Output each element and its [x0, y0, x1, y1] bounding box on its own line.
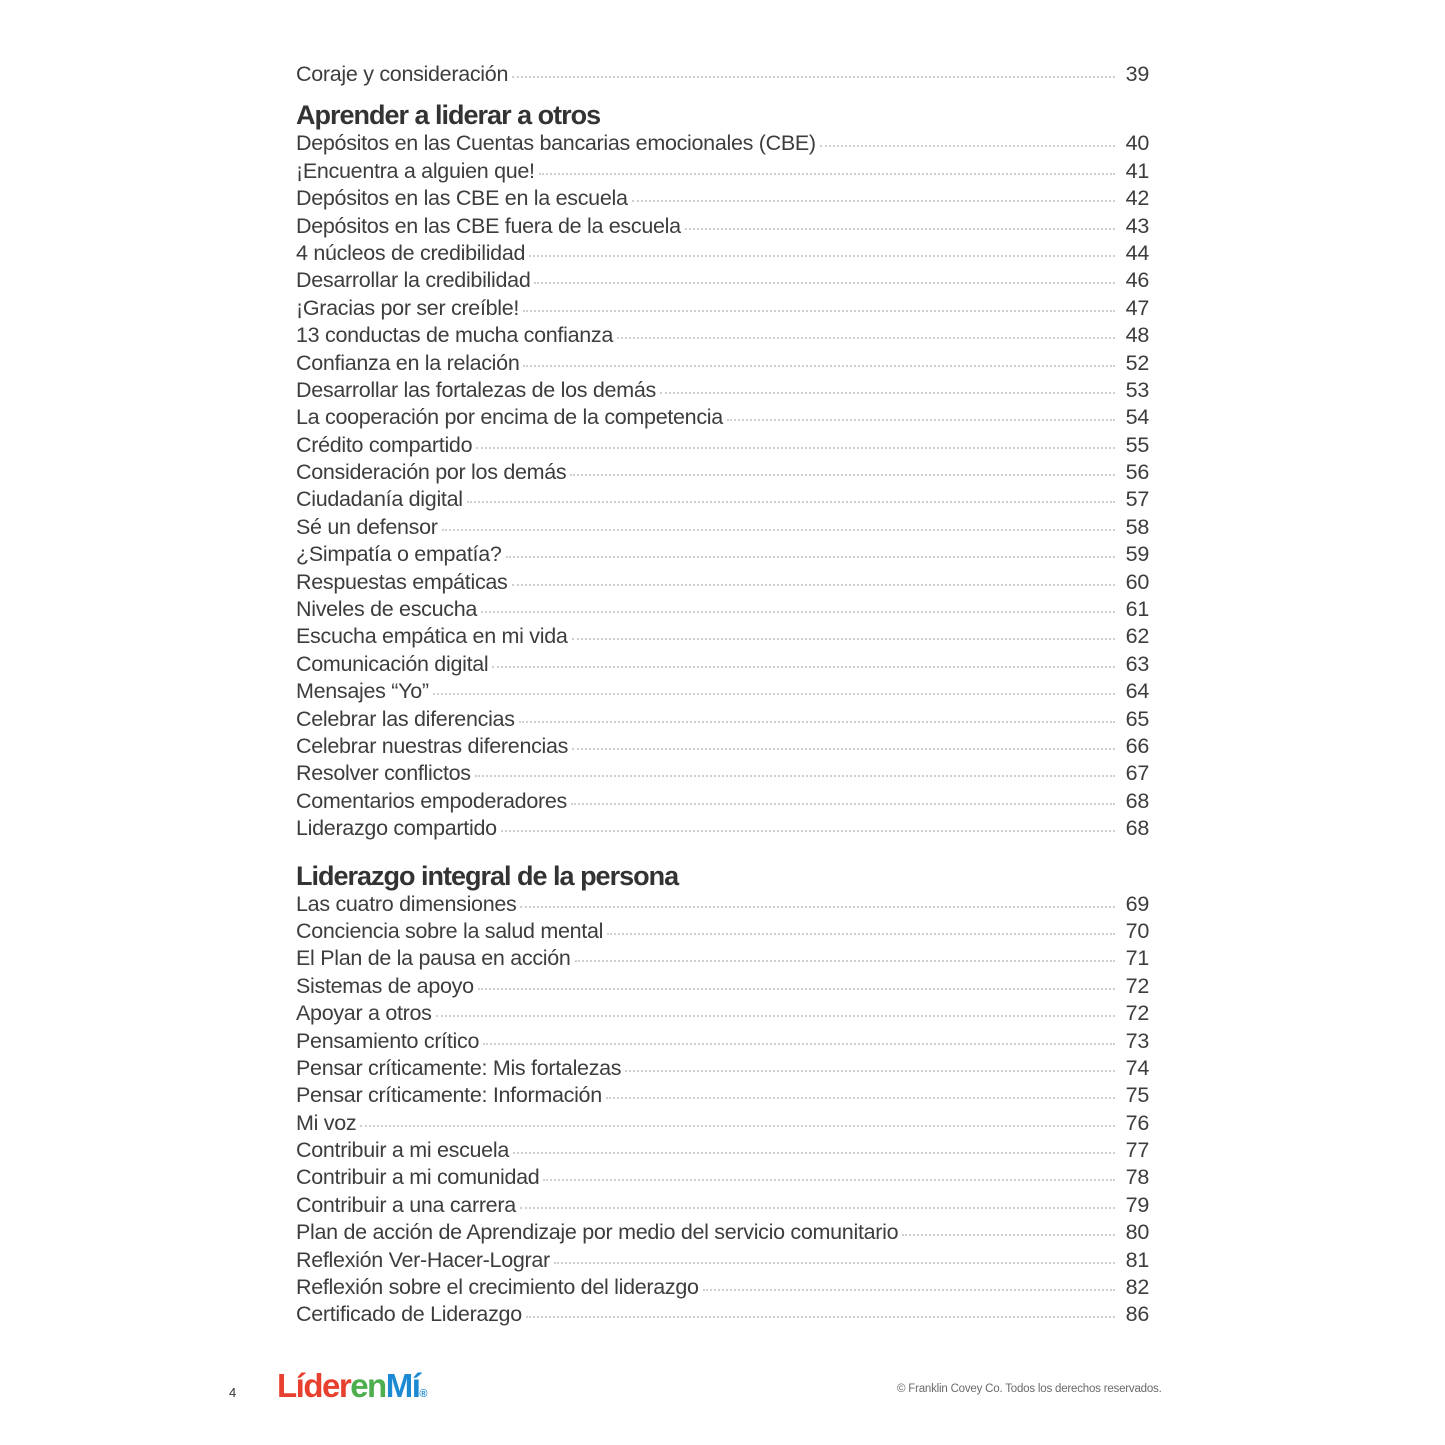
dot-leader	[513, 1152, 1115, 1154]
dot-leader	[570, 474, 1115, 476]
toc-entry-title: Comentarios empoderadores	[296, 788, 567, 813]
toc-entry-page: 73	[1125, 1028, 1149, 1053]
toc-entry-page: 61	[1125, 597, 1149, 622]
toc-entry-page: 43	[1125, 213, 1149, 238]
toc-entry-page: 39	[1125, 62, 1149, 86]
toc-entry-page: 59	[1125, 542, 1149, 567]
dot-leader	[506, 556, 1115, 558]
toc-entry-title: ¡Encuentra a alguien que!	[296, 158, 535, 183]
toc-entry-title: Contribuir a mi comunidad	[296, 1165, 540, 1190]
toc-entry-title: Comunicación digital	[296, 651, 489, 676]
dot-leader	[436, 1015, 1115, 1017]
dot-leader	[467, 501, 1115, 503]
toc-entry-page: 41	[1125, 158, 1149, 183]
toc-entry-title: 4 núcleos de credibilidad	[296, 240, 526, 265]
toc-entry-page: 72	[1125, 973, 1149, 998]
toc-entry-page: 67	[1125, 761, 1149, 786]
dot-leader	[539, 173, 1115, 175]
toc-entry-title: Ciudadanía digital	[296, 487, 463, 512]
toc-entry-page: 54	[1125, 405, 1149, 430]
dot-leader	[483, 1043, 1115, 1045]
dot-leader	[571, 803, 1115, 805]
toc-entry-page: 68	[1125, 816, 1149, 841]
dot-leader	[660, 392, 1115, 394]
toc-entry-page: 42	[1125, 186, 1149, 211]
toc-entry-title: Resolver conflictos	[296, 761, 471, 786]
toc-entry-title: Celebrar nuestras diferencias	[296, 733, 569, 758]
dot-leader	[475, 775, 1115, 777]
toc-entry[interactable]	[296, 1220, 1149, 1247]
toc-entry-page: 72	[1125, 1001, 1149, 1026]
lider-en-mi-logo	[277, 1366, 427, 1414]
toc-entry-title: Respuestas empáticas	[296, 569, 508, 594]
toc-entry-page: 56	[1125, 460, 1149, 485]
toc-entry[interactable]	[296, 515, 1149, 542]
toc-entry[interactable]	[296, 734, 1149, 761]
dot-leader	[523, 365, 1115, 367]
toc-entry-page: 75	[1125, 1083, 1149, 1108]
toc-entry[interactable]	[296, 405, 1149, 432]
toc-entry-page: 70	[1125, 918, 1149, 943]
toc-entry-page: 80	[1125, 1220, 1149, 1245]
toc-entry[interactable]	[296, 1029, 1149, 1056]
toc-entry-title: Pensar críticamente: Información	[296, 1083, 602, 1108]
toc-entry-page: 55	[1125, 432, 1149, 457]
toc-entry-page: 86	[1125, 1302, 1149, 1327]
section-heading: Liderazgo integral de la persona	[296, 860, 679, 891]
toc-entry-title: Depósitos en las CBE en la escuela	[296, 186, 628, 211]
toc-entry-title: Las cuatro dimensiones	[296, 891, 517, 916]
toc-entry-title: La cooperación por encima de la competencia	[296, 405, 723, 430]
toc-entry[interactable]	[296, 214, 1149, 241]
toc-entry-page: 78	[1125, 1165, 1149, 1190]
toc-entry-title: Crédito compartido	[296, 432, 473, 457]
dot-leader	[492, 666, 1115, 668]
toc-entry-page: 81	[1125, 1247, 1149, 1272]
toc-entry-page: 53	[1125, 377, 1149, 402]
toc-entry[interactable]	[296, 1083, 1149, 1110]
dot-leader	[902, 1234, 1115, 1236]
toc-entry-page: 76	[1125, 1110, 1149, 1135]
toc-entry[interactable]	[296, 974, 1149, 1001]
page-number: 4	[229, 1385, 237, 1400]
toc-entry[interactable]	[296, 159, 1149, 186]
toc-entry-title: Depósitos en las CBE fuera de la escuela	[296, 213, 681, 238]
dot-leader	[481, 611, 1115, 613]
toc-entry[interactable]	[296, 1193, 1149, 1220]
toc-entry[interactable]	[296, 707, 1149, 734]
toc-entry-page: 71	[1125, 946, 1149, 971]
dot-leader	[703, 1289, 1115, 1291]
toc-entry[interactable]	[296, 624, 1149, 651]
toc-entry[interactable]	[296, 1111, 1149, 1138]
toc-entry[interactable]	[296, 62, 1149, 89]
toc-entry-title: Coraje y consideración	[296, 62, 509, 86]
toc-entry[interactable]	[296, 1248, 1149, 1275]
dot-leader	[523, 310, 1115, 312]
toc-entry[interactable]	[296, 892, 1149, 919]
toc-entry-page: 47	[1125, 295, 1149, 320]
dot-leader	[501, 830, 1115, 832]
toc-entry-title: Escucha empática en mi vida	[296, 624, 568, 649]
dot-leader	[520, 1207, 1115, 1209]
toc-entry[interactable]	[296, 1302, 1149, 1329]
dot-leader	[606, 1097, 1115, 1099]
copyright-notice: © Franklin Covey Co. Todos los derechos reservados.	[897, 1383, 1162, 1395]
toc-section-liderazgo-integral	[296, 860, 1149, 1330]
toc-entry-page: 79	[1125, 1192, 1149, 1217]
toc-entry-title: Confianza en la relación	[296, 350, 520, 375]
section-heading: Aprender a liderar a otros	[296, 100, 601, 131]
toc-entry-page: 69	[1125, 891, 1149, 916]
toc-entry[interactable]	[296, 433, 1149, 460]
toc-entry-title: Liderazgo compartido	[296, 816, 497, 841]
toc-entry-title: Reflexión sobre el crecimiento del liderazgo	[296, 1275, 699, 1300]
toc-entry-page: 46	[1125, 268, 1149, 293]
dot-leader	[554, 1262, 1115, 1264]
toc-entry-title: Reflexión Ver-Hacer-Lograr	[296, 1247, 550, 1272]
toc-entry[interactable]	[296, 919, 1149, 946]
toc-entry[interactable]	[296, 542, 1149, 569]
dot-leader	[572, 748, 1115, 750]
toc-entry[interactable]	[296, 1056, 1149, 1083]
dot-leader	[575, 960, 1115, 962]
dot-leader	[442, 529, 1115, 531]
dot-leader	[685, 228, 1115, 230]
toc-entry[interactable]	[296, 652, 1149, 679]
toc-entry[interactable]	[296, 351, 1149, 378]
toc-entry-title: Mi voz	[296, 1110, 357, 1135]
toc-entry-page: 48	[1125, 323, 1149, 348]
dot-leader	[512, 76, 1115, 78]
toc-entry-page: 68	[1125, 788, 1149, 813]
toc-entry-page: 74	[1125, 1055, 1149, 1080]
dot-leader	[617, 337, 1115, 339]
dot-leader	[526, 1316, 1115, 1318]
toc-entry[interactable]	[296, 460, 1149, 487]
toc-entry-title: Niveles de escucha	[296, 597, 478, 622]
logo-text-en: en	[350, 1367, 386, 1404]
dot-leader	[478, 988, 1115, 990]
registered-icon: ®	[419, 1388, 428, 1400]
toc-entry-page: 77	[1125, 1138, 1149, 1163]
toc-entry[interactable]	[296, 131, 1149, 158]
toc-entry[interactable]	[296, 323, 1149, 350]
toc-entries	[296, 131, 1149, 843]
dot-leader	[476, 447, 1115, 449]
toc-entry-title: Depósitos en las Cuentas bancarias emocionales (CBE)	[296, 131, 816, 156]
toc-entry[interactable]	[296, 789, 1149, 816]
logo-text-mi: Mí	[385, 1367, 420, 1404]
toc-entry[interactable]	[296, 1275, 1149, 1302]
toc-entry[interactable]	[296, 946, 1149, 973]
dot-leader	[433, 693, 1115, 695]
dot-leader	[727, 419, 1115, 421]
toc-entry-page: 57	[1125, 487, 1149, 512]
toc-entry-page: 52	[1125, 350, 1149, 375]
toc-entry[interactable]	[296, 816, 1149, 843]
toc-entry-title: Desarrollar las fortalezas de los demás	[296, 377, 656, 402]
toc-entry-title: Consideración por los demás	[296, 460, 567, 485]
dot-leader	[632, 200, 1115, 202]
toc-entry-title: Desarrollar la credibilidad	[296, 268, 531, 293]
dot-leader	[529, 255, 1115, 257]
toc-entry-title: 13 conductas de mucha confianza	[296, 323, 614, 348]
toc-entry-title: El Plan de la pausa en acción	[296, 946, 571, 971]
logo-text-lider: Líder	[277, 1367, 351, 1404]
toc-entry-page: 40	[1125, 131, 1149, 156]
toc-entry-page: 62	[1125, 624, 1149, 649]
dot-leader	[543, 1179, 1115, 1181]
toc-entry-title: Pensar críticamente: Mis fortalezas	[296, 1055, 622, 1080]
toc-entry-title: ¿Simpatía o empatía?	[296, 542, 502, 567]
toc-entry[interactable]	[296, 1001, 1149, 1028]
toc-entry-title: Contribuir a mi escuela	[296, 1138, 509, 1163]
toc-entry[interactable]	[296, 186, 1149, 213]
toc-entry-title: Certificado de Liderazgo	[296, 1302, 522, 1327]
toc-entries	[296, 892, 1149, 1330]
toc-entry-title: Apoyar a otros	[296, 1001, 432, 1026]
dot-leader	[625, 1070, 1115, 1072]
toc-entry-title: ¡Gracias por ser creíble!	[296, 295, 520, 320]
toc-entry-title: Celebrar las diferencias	[296, 706, 515, 731]
dot-leader	[512, 584, 1116, 586]
toc-entry-page: 63	[1125, 651, 1149, 676]
toc-entry[interactable]	[296, 597, 1149, 624]
toc-entry-page: 65	[1125, 706, 1149, 731]
toc-entry-page: 44	[1125, 240, 1149, 265]
toc-entry[interactable]	[296, 268, 1149, 295]
toc-entry[interactable]	[296, 1165, 1149, 1192]
toc-entry-title: Sé un defensor	[296, 514, 438, 539]
toc-entry-title: Conciencia sobre la salud mental	[296, 918, 604, 943]
toc-entry[interactable]	[296, 570, 1149, 597]
toc-entry-title: Sistemas de apoyo	[296, 973, 474, 998]
toc-entry-title: Mensajes “Yo”	[296, 679, 429, 704]
dot-leader	[360, 1125, 1115, 1127]
dot-leader	[520, 906, 1115, 908]
toc-entry[interactable]	[296, 296, 1149, 323]
toc-entry-page: 58	[1125, 514, 1149, 539]
dot-leader	[534, 282, 1115, 284]
toc-entry[interactable]	[296, 679, 1149, 706]
toc-entry[interactable]	[296, 241, 1149, 268]
toc-entry[interactable]	[296, 761, 1149, 788]
dot-leader	[572, 638, 1115, 640]
dot-leader	[820, 145, 1115, 147]
table-of-contents	[296, 62, 1149, 1330]
toc-entry-title: Plan de acción de Aprendizaje por medio del servicio comunitario	[296, 1220, 899, 1245]
toc-entry-title: Pensamiento crítico	[296, 1028, 480, 1053]
toc-entry[interactable]	[296, 378, 1149, 405]
dot-leader	[519, 721, 1115, 723]
toc-entry-page: 60	[1125, 569, 1149, 594]
toc-entry-page: 82	[1125, 1275, 1149, 1300]
dot-leader	[607, 933, 1115, 935]
toc-section-aprender	[296, 99, 1149, 843]
toc-entry-title: Contribuir a una carrera	[296, 1192, 516, 1217]
toc-entry-page: 64	[1125, 679, 1149, 704]
toc-entry[interactable]	[296, 1138, 1149, 1165]
toc-entry-page: 66	[1125, 733, 1149, 758]
toc-entry[interactable]	[296, 487, 1149, 514]
